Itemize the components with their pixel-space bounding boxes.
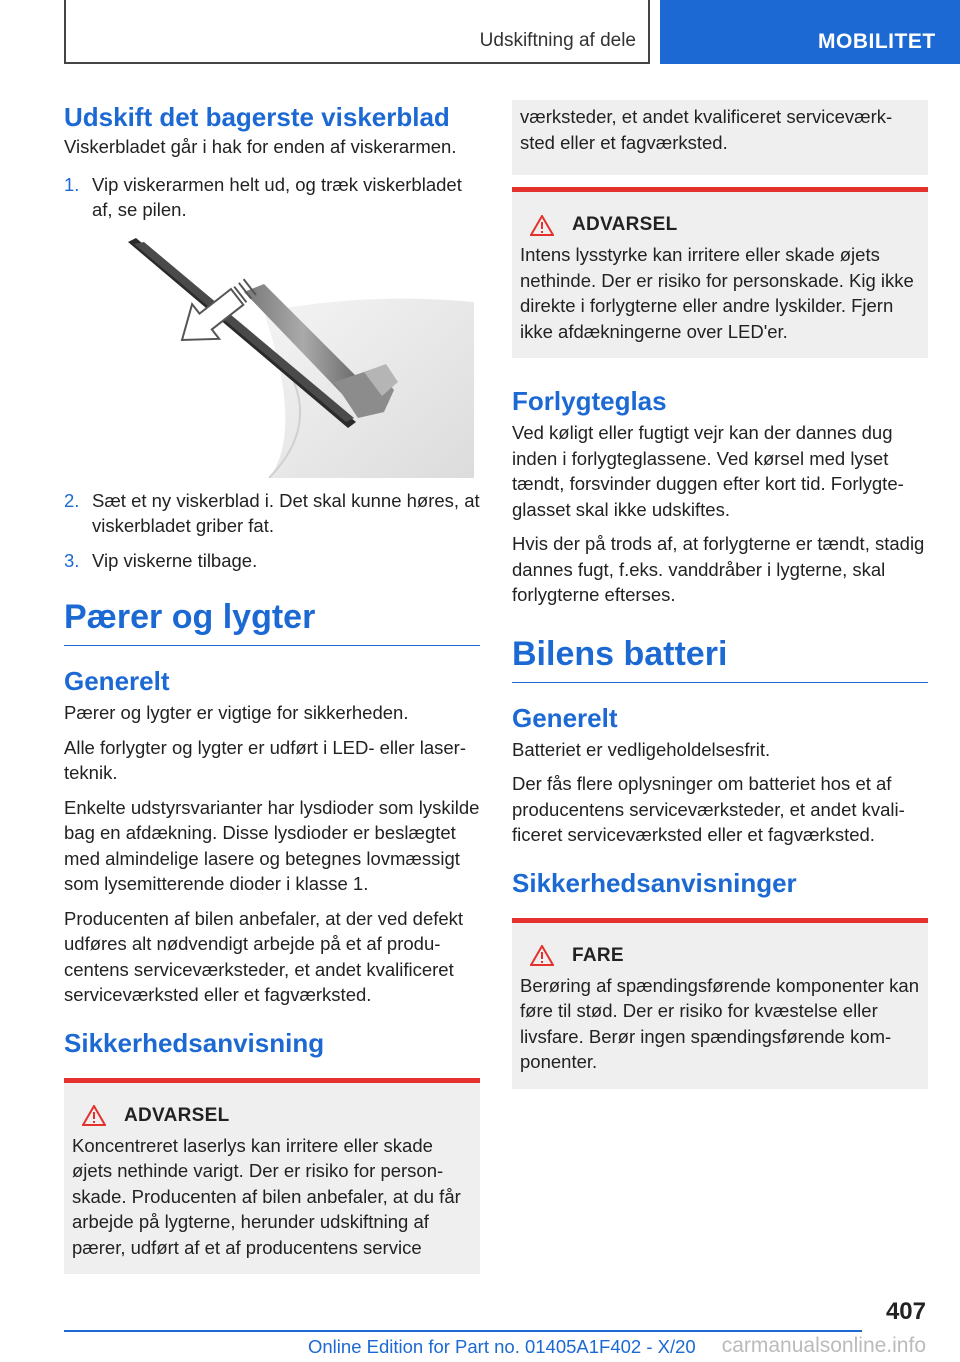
footer-divider: [64, 1330, 862, 1332]
wiper-illustration: [64, 232, 480, 478]
danger-title: [520, 945, 920, 967]
battery-general-heading: Generelt: [512, 702, 618, 733]
general-paragraph: Pærer og lygter er vigtige for sikkerheden.: [64, 702, 409, 723]
general-heading: Generelt: [64, 666, 170, 696]
step-text: Sæt et ny viskerblad i. Det skal kunne høres, at viskerbladet griber fat.: [92, 489, 480, 536]
warning-label: ADVARSEL: [124, 1104, 230, 1126]
step-2: [64, 488, 480, 539]
warning-triangle-icon: [530, 945, 554, 966]
step-text: Vip viskerarmen helt ud, og træk viskerbladet af, se pilen.: [92, 173, 462, 220]
header-chapter-tab[interactable]: [660, 0, 960, 64]
headlight-paragraph: Ved køligt eller fugtigt vejr kan der dannes dug inden i forlygteglassene. Ved kørsel med lyset tændt, forsvinder duggen efter kort tid. Forlygteglasset skal ikke udskiftes.: [512, 422, 904, 520]
warning-title: [520, 214, 920, 236]
wiper-heading: Udskift det bagerste viskerblad: [64, 102, 450, 132]
danger-text: Berøring af spændingsførende komponenter kan føre til stød. Der er risiko for kvæstelse eller livsfare. Berør ingen spændingsførende komponenter.: [520, 974, 919, 1072]
battery-safety-heading: Sikkerhedsanvisninger: [512, 867, 797, 898]
warning-triangle-icon: [82, 1105, 106, 1126]
battery-paragraph: Der fås flere oplysninger om batteriet hos et af producentens serviceværksteder, et andet kvalificeret serviceværksted eller et fagværksted.: [512, 773, 905, 845]
headlight-paragraph: Hvis der på trods af, at forlygterne er tændt, stadig dannes fugt, f.eks. vanddråber i lygterne, skal forlygterne efterses.: [512, 533, 925, 605]
step-1: [64, 172, 480, 223]
watermark: carmanualsonline.info: [721, 1334, 926, 1357]
general-paragraph: Enkelte udstyrsvarianter har lysdioder som lyskilde bag en afdækning. Disse lysdioder er beslægtet med almindelige lasere og betegnes lovmæssigt som lysemitterende dioder i klasse 1.: [64, 796, 480, 894]
step-number: 1.: [64, 173, 80, 195]
danger-box: [512, 918, 928, 1089]
footer-edition[interactable]: Online Edition for Part no. 01405A1F402 - X/20: [308, 1336, 696, 1357]
warning-triangle-icon: [530, 215, 554, 236]
step-text: Vip viskerne tilbage.: [92, 549, 258, 571]
warning-text: Intens lysstyrke kan irritere eller skade øjets nethinde. Der er risiko for personskade. Kig ikke direkte i forlygterne eller andre lyskilder. Fjern ikke afdækningerne over LED'er.: [520, 244, 914, 342]
warning-text: Koncentreret laserlys kan irritere eller skade øjets nethinde varigt. Der er risiko for personskade. Producenten af bilen anbefaler, at du får arbejde på lygterne, herunder udskiftning af pærer, udført af et af producentens service: [72, 1134, 461, 1258]
step-number: 3.: [64, 549, 80, 571]
left-column: [64, 100, 480, 1274]
danger-label: FARE: [572, 944, 624, 966]
lights-chapter-heading: Pærer og lygter: [64, 595, 480, 646]
wiper-blade-image: [64, 232, 480, 478]
wiper-intro: Viskerbladet går i hak for enden af viskerarmen.: [64, 136, 457, 157]
warning-title: [72, 1105, 472, 1127]
laser-warning-continued: [512, 100, 928, 175]
header-chapter-title: MOBILITET: [818, 30, 936, 53]
right-column: [512, 100, 928, 1089]
general-paragraph: Alle forlygter og lygter er udført i LED- eller laserteknik.: [64, 736, 467, 783]
page-header: [0, 0, 960, 66]
step-number: 2.: [64, 489, 80, 511]
battery-chapter-heading: Bilens batteri: [512, 632, 928, 683]
laser-warning-box: [64, 1078, 480, 1275]
step-3: [64, 548, 480, 574]
safety-heading: Sikkerhedsanvisning: [64, 1027, 325, 1058]
page-number: 407: [885, 1298, 926, 1325]
header-section-title: Udskiftning af dele: [479, 30, 636, 51]
general-paragraph: Producenten af bilen anbefaler, at der ved defekt udføres alt nødvendigt arbejde på et af producentens serviceværksteder, et andet kvalificeret serviceværksted eller et fagværksted.: [64, 907, 464, 1005]
warning-label: ADVARSEL: [572, 214, 678, 235]
light-intensity-warning-box: [512, 187, 928, 358]
warning-continued-text: værksteder, et andet kvalificeret serviceværksted eller et fagværksted.: [520, 106, 893, 153]
battery-paragraph: Batteriet er vedligeholdelsesfrit.: [512, 738, 771, 760]
headlight-glass-heading: Forlygteglas: [512, 386, 667, 416]
